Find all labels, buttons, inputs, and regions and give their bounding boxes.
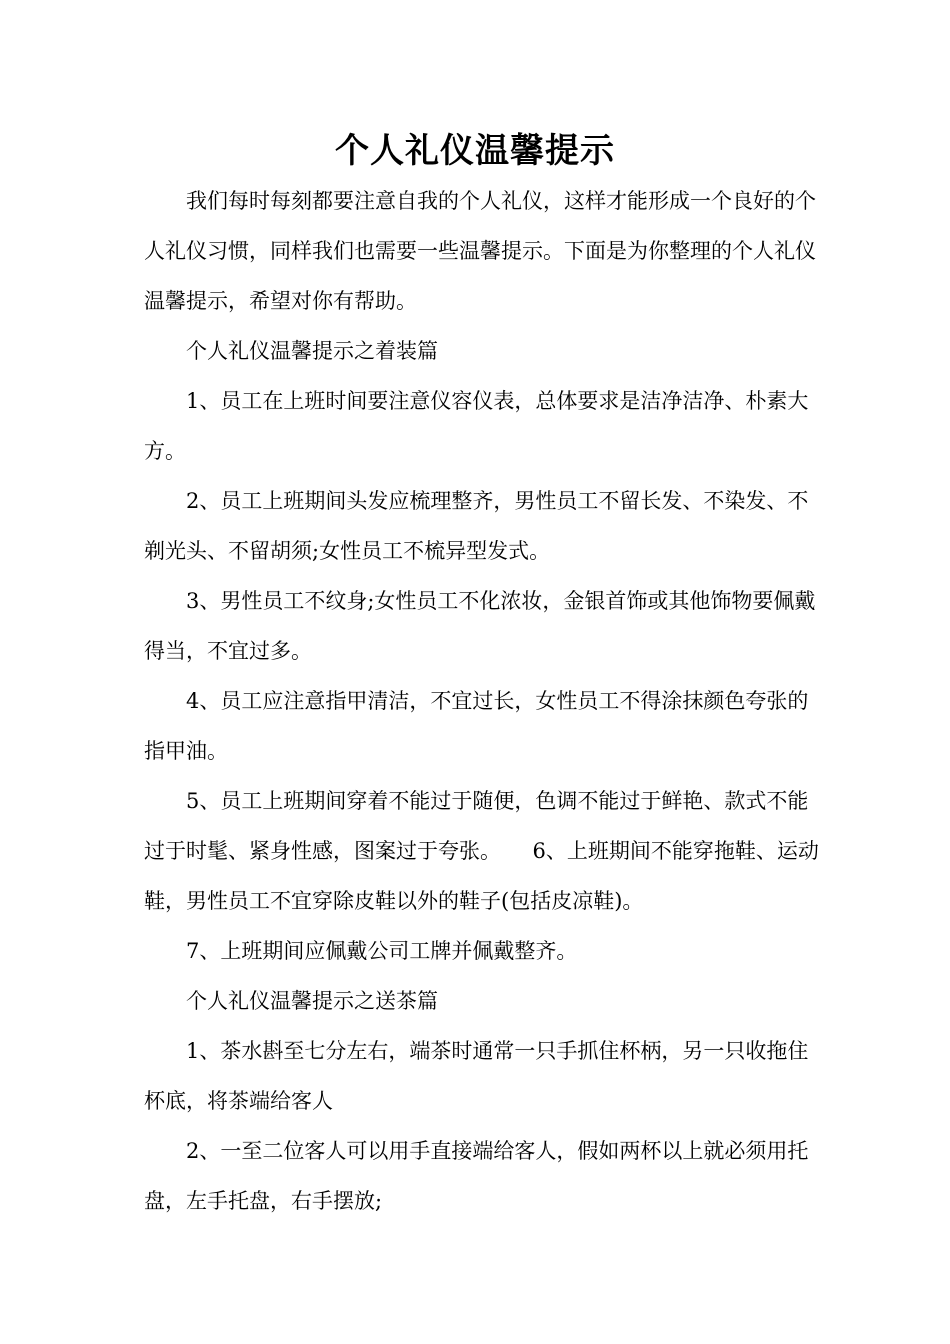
section-heading-tea: 个人礼仪温馨提示之送茶篇 (186, 989, 438, 1013)
paragraph-attire-3: 3、男性员工不纹身;女性员工不化浓妆，金银首饰或其他饰物要佩戴得当，不宜过多。 (144, 589, 816, 663)
paragraph-tea-2: 2、一至二位客人可以用手直接端给客人，假如两杯以上就必须用托盘，左手托盘，右手摆放; (144, 1139, 809, 1213)
document-title: 个人礼仪温馨提示 (335, 131, 615, 171)
section-heading-attire: 个人礼仪温馨提示之着装篇 (186, 339, 438, 363)
paragraph-attire-2: 2、员工上班期间头发应梳理整齐，男性员工不留长发、不染发、不剃光头、不留胡须;女性员工不梳异型发式。 (144, 489, 809, 563)
paragraph-attire-4: 4、员工应注意指甲清洁，不宜过长，女性员工不得涂抹颜色夸张的指甲油。 (144, 689, 809, 763)
paragraph-attire-1: 1、员工在上班时间要注意仪容仪表，总体要求是洁净洁净、朴素大方。 (144, 389, 809, 463)
paragraph-attire-7: 7、上班期间应佩戴公司工牌并佩戴整齐。 (186, 939, 578, 963)
document-body (144, 176, 824, 1226)
paragraph-tea-1: 1、茶水斟至七分左右，端茶时通常一只手抓住杯柄，另一只收拖住杯底，将茶端给客人 (144, 1039, 809, 1113)
paragraph-intro: 我们每时每刻都要注意自我的个人礼仪，这样才能形成一个良好的个人礼仪习惯，同样我们也需要一些温馨提示。下面是为你整理的个人礼仪温馨提示，希望对你有帮助。 (144, 189, 816, 313)
paragraph-attire-5-6: 5、员工上班期间穿着不能过于随便，色调不能过于鲜艳、款式不能过于时髦、紧身性感，图案过于夸张。 6、上班期间不能穿拖鞋、运动鞋，男性员工不宜穿除皮鞋以外的鞋子(包括皮凉鞋)。 (144, 789, 819, 913)
